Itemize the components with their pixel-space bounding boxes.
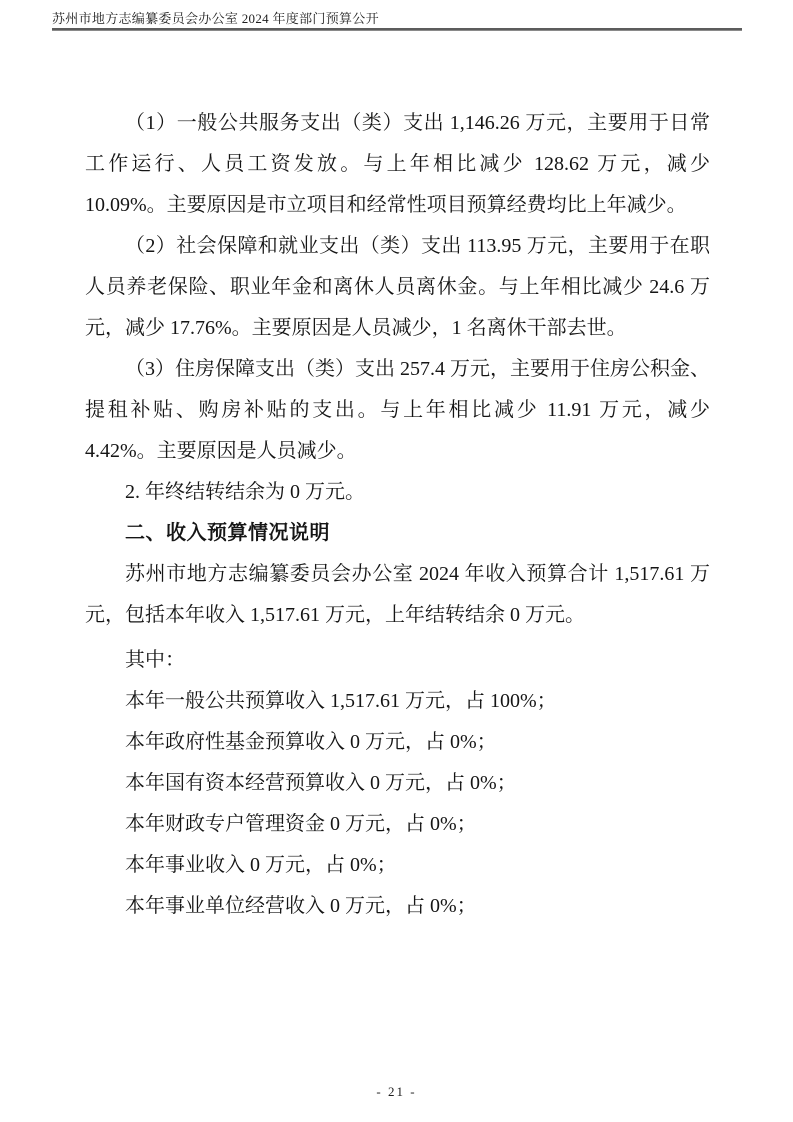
list-item-institutional-income: 本年事业收入 0 万元，占 0%； — [125, 854, 397, 876]
paragraph-expenditure-housing: （3）住房保障支出（类）支出 257.4 万元，主要用于住房公积金、提租补贴、购房补贴的支出。与上年相比减少 11.91 万元，减少 4.42%。主要原因是人员减少。 — [85, 358, 710, 462]
paragraph-income-budget-total: 苏州市地方志编纂委员会办公室 2024 年收入预算合计 1,517.61 万元，包括本年收入 1,517.61 万元，上年结转结余 0 万元。 — [85, 563, 710, 626]
list-item-government-fund-income: 本年政府性基金预算收入 0 万元，占 0%； — [125, 731, 497, 753]
page-footer — [0, 1083, 793, 1101]
list-item-state-capital-income: 本年国有资本经营预算收入 0 万元，占 0%； — [125, 772, 517, 794]
paragraph-including-label: 其中： — [125, 649, 185, 671]
list-item-general-public-budget-income: 本年一般公共预算收入 1,517.61 万元，占 100%； — [125, 690, 557, 712]
list-item-institutional-operating-income: 本年事业单位经营收入 0 万元，占 0%； — [125, 895, 477, 917]
list-item-fiscal-special-account-funds: 本年财政专户管理资金 0 万元，占 0%； — [125, 813, 477, 835]
paragraph-year-end-carryover: 2. 年终结转结余为 0 万元。 — [125, 481, 365, 503]
paragraph-expenditure-social-security: （2）社会保障和就业支出（类）支出 113.95 万元，主要用于在职人员养老保险、职业年金和离休人员离休金。与上年相比减少 24.6 万元，减少 17.76%。主要原因是人员减少，1 名离休干部去世。 — [85, 235, 710, 339]
page-number: - 21 - — [376, 1084, 417, 1099]
section-heading-income-budget: 二、收入预算情况说明 — [125, 522, 330, 544]
header-title: 苏州市地方志编纂委员会办公室 2024 年度部门预算公开 — [52, 11, 379, 26]
document-body — [85, 103, 710, 927]
page-header — [52, 11, 742, 31]
header-rule — [52, 28, 742, 31]
paragraph-expenditure-general-public-services: （1）一般公共服务支出（类）支出 1,146.26 万元，主要用于日常工作运行、人员工资发放。与上年相比减少 128.62 万元，减少 10.09%。主要原因是市立项目和经常性项目预算经费均比上年减少。 — [85, 112, 710, 216]
